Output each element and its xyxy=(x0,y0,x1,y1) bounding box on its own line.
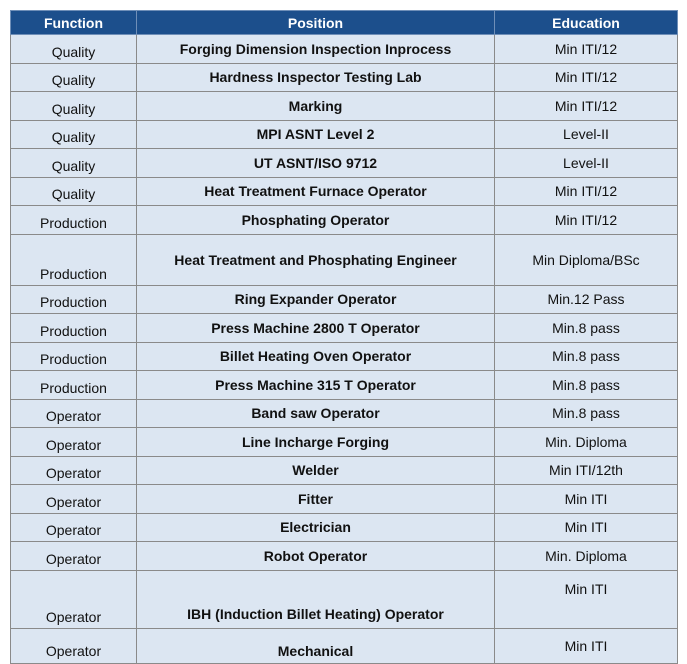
cell-function: Operator xyxy=(11,513,137,542)
cell-position: Forging Dimension Inspection Inprocess xyxy=(137,35,495,64)
cell-education: Min ITI xyxy=(495,513,678,542)
cell-position: Phosphating Operator xyxy=(137,206,495,235)
table-row xyxy=(11,234,678,285)
cell-function: Quality xyxy=(11,177,137,206)
cell-position: Press Machine 315 T Operator xyxy=(137,371,495,400)
table-row xyxy=(11,371,678,400)
table-row xyxy=(11,314,678,343)
table-row xyxy=(11,542,678,571)
cell-education: Level-II xyxy=(495,120,678,149)
cell-position: Ring Expander Operator xyxy=(137,285,495,314)
table-row xyxy=(11,92,678,121)
cell-function: Operator xyxy=(11,485,137,514)
table-row xyxy=(11,428,678,457)
cell-function: Quality xyxy=(11,149,137,178)
table-row xyxy=(11,35,678,64)
cell-function: Production xyxy=(11,314,137,343)
cell-education: Min ITI/12 xyxy=(495,92,678,121)
cell-education: Min.8 pass xyxy=(495,314,678,343)
cell-position: UT ASNT/ISO 9712 xyxy=(137,149,495,178)
header-position: Position xyxy=(137,11,495,35)
cell-function: Production xyxy=(11,285,137,314)
cell-position: Robot Operator xyxy=(137,542,495,571)
cell-education: Min ITI/12 xyxy=(495,63,678,92)
cell-education: Min Diploma/BSc xyxy=(495,234,678,285)
table-body xyxy=(11,35,678,664)
cell-position: Heat Treatment and Phosphating Engineer xyxy=(137,234,495,285)
cell-education: Min.8 pass xyxy=(495,371,678,400)
table-row xyxy=(11,342,678,371)
cell-position: Welder xyxy=(137,456,495,485)
cell-education: Min.8 pass xyxy=(495,342,678,371)
cell-function: Production xyxy=(11,342,137,371)
cell-function: Operator xyxy=(11,456,137,485)
cell-position: Heat Treatment Furnace Operator xyxy=(137,177,495,206)
cell-education: Min ITI xyxy=(495,628,678,663)
table-row xyxy=(11,63,678,92)
table-header-row xyxy=(11,11,678,35)
cell-education: Min.12 Pass xyxy=(495,285,678,314)
cell-function: Operator xyxy=(11,399,137,428)
cell-function: Operator xyxy=(11,428,137,457)
cell-education: Min ITI/12 xyxy=(495,177,678,206)
cell-function: Production xyxy=(11,206,137,235)
table-row xyxy=(11,149,678,178)
table-row xyxy=(11,399,678,428)
table-row xyxy=(11,177,678,206)
cell-function: Quality xyxy=(11,63,137,92)
table-row xyxy=(11,206,678,235)
table-row xyxy=(11,456,678,485)
cell-education: Min ITI/12 xyxy=(495,206,678,235)
header-function: Function xyxy=(11,11,137,35)
cell-position: Electrician xyxy=(137,513,495,542)
cell-function: Operator xyxy=(11,628,137,663)
cell-education: Min ITI xyxy=(495,485,678,514)
cell-function: Operator xyxy=(11,570,137,628)
cell-position: Fitter xyxy=(137,485,495,514)
table-row xyxy=(11,570,678,628)
table-row xyxy=(11,285,678,314)
cell-function: Operator xyxy=(11,542,137,571)
cell-position: Hardness Inspector Testing Lab xyxy=(137,63,495,92)
cell-position: Marking xyxy=(137,92,495,121)
cell-education: Min. Diploma xyxy=(495,542,678,571)
cell-function: Quality xyxy=(11,120,137,149)
cell-education: Min ITI/12th xyxy=(495,456,678,485)
cell-education: Min ITI/12 xyxy=(495,35,678,64)
cell-function: Production xyxy=(11,234,137,285)
table-row xyxy=(11,485,678,514)
cell-position: Mechanical xyxy=(137,628,495,663)
job-table-container xyxy=(10,10,677,664)
cell-position: IBH (Induction Billet Heating) Operator xyxy=(137,570,495,628)
cell-function: Quality xyxy=(11,92,137,121)
cell-education: Level-II xyxy=(495,149,678,178)
cell-position: MPI ASNT Level 2 xyxy=(137,120,495,149)
header-education: Education xyxy=(495,11,678,35)
table-row xyxy=(11,513,678,542)
cell-position: Line Incharge Forging xyxy=(137,428,495,457)
table-row xyxy=(11,120,678,149)
cell-position: Billet Heating Oven Operator xyxy=(137,342,495,371)
cell-education: Min ITI xyxy=(495,570,678,628)
cell-education: Min. Diploma xyxy=(495,428,678,457)
cell-education: Min.8 pass xyxy=(495,399,678,428)
table-row xyxy=(11,628,678,663)
cell-function: Production xyxy=(11,371,137,400)
cell-position: Press Machine 2800 T Operator xyxy=(137,314,495,343)
cell-position: Band saw Operator xyxy=(137,399,495,428)
cell-function: Quality xyxy=(11,35,137,64)
job-positions-table xyxy=(10,10,678,664)
